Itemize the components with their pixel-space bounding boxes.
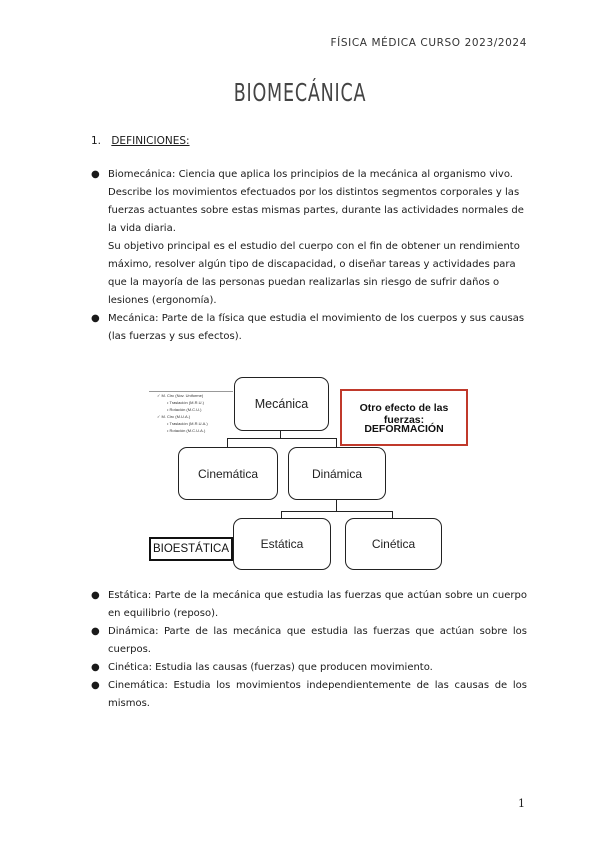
deformation-callout [340,389,468,446]
list-item [91,677,527,713]
note-line: ✓ M. Circ (M.U.A.) [157,414,191,419]
node-cinetica: Cinética [345,518,442,570]
section-label: DEFINICIONES: [111,135,190,147]
page-header: FÍSICA MÉDICA CURSO 2023/2024 [330,37,527,49]
definition-paragraph: Estática: Parte de la mecánica que estudia las fuerzas que actúan sobre un cuerpo en equilibrio (reposo). [108,590,527,619]
definitions-list [91,166,527,346]
section-heading [91,135,190,147]
node-cinematica: Cinemática [178,447,278,500]
definition-paragraph: Dinámica: Parte de las mecánica que estudia las fuerzas que actúan sobre los cuerpos. [108,626,527,655]
movement-types-note [149,391,233,442]
connector-line [281,511,282,518]
page-number: 1 [518,797,525,810]
bioestatica-label: BIOESTÁTICA [149,537,233,561]
note-line: • Traslación (M.R.U.A.) [167,421,208,426]
section-number: 1. [91,135,102,147]
note-line: • Traslación (M.R.U.) [167,400,204,405]
bullet-icon: ● [91,590,100,601]
bullet-icon: ● [91,313,100,324]
bullet-icon: ● [91,626,100,637]
definition-paragraph: Cinemática: Estudia los movimientos independientemente de las causas de los mismos. [108,680,527,709]
bullet-icon: ● [91,662,100,673]
bullet-icon: ● [91,169,100,180]
bullet-icon: ● [91,680,100,691]
node-estatica: Estática [233,518,331,570]
callout-title: Otro efecto de las fuerzas: [359,402,449,426]
note-line: • Rotación (M.C.U.A.) [167,428,206,433]
callout-value: DEFORMACIÓN [364,423,444,435]
page-title: BIOMECÁNICA [233,78,367,107]
definitions-list-2 [91,587,527,713]
connector-line [281,511,393,512]
definition-paragraph: Biomecánica: Ciencia que aplica los principios de la mecánica al organismo vivo. Describe los movimientos efectuados por los distintos segmentos corporales y las fuerzas actuantes sobre estas mismas partes, durante las actividades normales de la vida diaria. [108,169,524,234]
list-item [91,623,527,659]
definition-paragraph: Mecánica: Parte de la física que estudia el movimiento de los cuerpos y sus causas (las fuerzas y sus efectos). [108,313,525,342]
list-item [91,587,527,623]
list-item [91,659,527,677]
note-line: ✓ M. Circ (Nov. Uniforme) [157,393,204,398]
list-item [91,166,527,310]
node-dinamica: Dinámica [288,447,386,500]
connector-line [227,438,337,439]
connector-line [336,438,337,447]
connector-line [392,511,393,518]
definition-paragraph: Cinética: Estudia las causas (fuerzas) que producen movimiento. [108,662,433,673]
list-item [91,310,527,346]
note-line: • Rotación (M.C.U.) [167,407,202,412]
definition-paragraph: Su objetivo principal es el estudio del cuerpo con el fin de obtener un rendimiento máximo, resolver algún tipo de discapacidad, o diseñar tareas y actividades para que la mayoría de las personas puedan realizarlas sin riesgo de sufrir daños o lesiones (ergonomía). [108,241,520,306]
node-mecanica: Mecánica [234,377,329,431]
